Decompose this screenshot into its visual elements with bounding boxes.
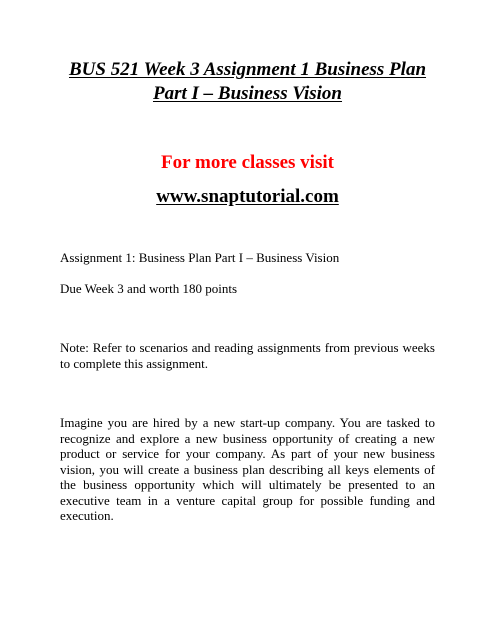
document-title — [40, 58, 455, 106]
title-line-2: Part I – Business Vision — [152, 83, 343, 104]
body-line: Imagine you are hired by a new start-up company. You are tasked to — [60, 415, 435, 430]
body-line: execution. — [60, 508, 114, 523]
title-line-1: BUS 521 Week 3 Assignment 1 Business Plan — [68, 59, 427, 80]
note-line-2: to complete this assignment. — [60, 355, 209, 371]
due-line: Due Week 3 and worth 180 points — [60, 281, 238, 296]
body-line: vision, you will create a business plan describing all keys elements of — [60, 461, 435, 477]
note-paragraph — [60, 340, 435, 371]
note-line-1: Note: Refer to scenarios and reading assignments from previous weeks — [60, 340, 435, 355]
promo-text: For more classes visit — [161, 152, 334, 173]
promo-link[interactable]: www.snaptutorial.com — [156, 186, 339, 207]
body-line: recognize and explore a new business opportunity of creating a new — [60, 430, 435, 446]
assignment-line: Assignment 1: Business Plan Part I – Business Vision — [60, 250, 340, 265]
body-line: product or service for your company. As part of your new business — [60, 446, 435, 461]
body-line: the business opportunity which will ultimately be presented to an — [60, 477, 435, 492]
body-line: executive team in a venture capital group for possible funding and — [60, 492, 435, 508]
body-paragraph — [60, 415, 435, 524]
